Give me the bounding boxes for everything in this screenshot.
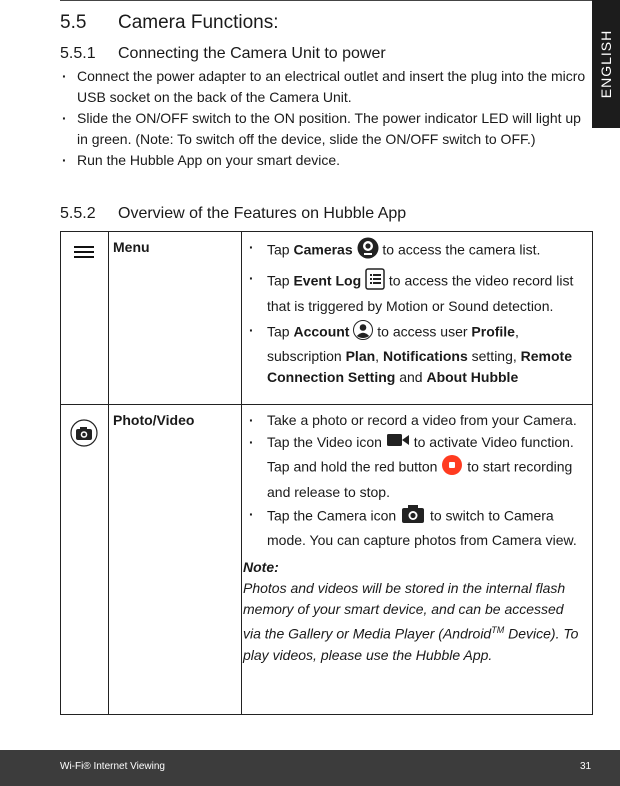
list-item: [243, 432, 581, 503]
text: to access the camera list.: [382, 241, 541, 258]
text: Tap the Video icon: [267, 434, 382, 450]
text: setting,: [467, 348, 521, 364]
trademark-superscript: TM: [491, 625, 505, 636]
features-table: [60, 231, 593, 715]
list-item: [243, 320, 581, 388]
row-label-photo-video: Photo/Video: [113, 412, 195, 428]
camera-icon: [400, 504, 426, 530]
list-item: · Take a photo or record a video from your Camera.: [243, 410, 581, 431]
text: to start recording and release to stop.: [267, 459, 573, 501]
subsection-number: 5.5.1: [60, 45, 96, 62]
profile-term: Profile: [471, 323, 515, 340]
text: Device). To play videos, please use the Hubble App.: [243, 625, 579, 663]
text: Photos and videos will be stored in the internal flash memory of your smart device, and can be accessed via the Gallery or Media Player (Android: [243, 580, 566, 642]
subsection-heading-power: [60, 45, 386, 63]
subsection-heading-features: [60, 205, 406, 223]
account-term: Account: [293, 323, 350, 340]
text: ,: [375, 348, 383, 364]
text: to activate Video function. Tap and hold the red button: [267, 434, 574, 475]
text: Tap: [267, 323, 294, 340]
event-log-term: Event Log: [293, 272, 362, 289]
cameras-term: Cameras: [293, 241, 353, 258]
row-label-menu: Menu: [113, 239, 150, 255]
text: Tap: [267, 272, 294, 289]
list-item: · Slide the ON/OFF switch to the ON position. The power indicator LED will light up in green. (Note: To switch off the device, slide the ON/OFF switch to OFF.): [60, 108, 592, 149]
red-record-button-icon: [441, 454, 463, 482]
camera-icon: [70, 419, 98, 452]
plan-term: Plan: [345, 348, 376, 364]
power-steps-list: [60, 66, 592, 172]
section-heading: [60, 12, 279, 34]
text: to access user: [377, 323, 472, 340]
photo-video-description: [243, 410, 581, 666]
column-divider: [241, 232, 242, 714]
text: to switch to Camera mode. You can capture photos from Camera view.: [267, 508, 577, 549]
list-item: [243, 268, 581, 317]
text: and: [395, 369, 427, 385]
subsection-number: 5.5.2: [60, 205, 96, 222]
text: Tap: [267, 241, 294, 258]
language-tab: [592, 0, 620, 128]
menu-description: [243, 237, 581, 389]
note-title: Note:: [243, 559, 279, 576]
event-log-list-icon: [365, 268, 385, 296]
subsection-title: Overview of the Features on Hubble App: [118, 205, 407, 222]
column-divider: [108, 232, 109, 714]
page-footer: [0, 750, 620, 786]
top-rule: [60, 0, 592, 1]
about-hubble-term: About Hubble: [426, 369, 519, 385]
list-item: · Run the Hubble App on your smart device.: [60, 150, 592, 171]
note-body: [243, 578, 581, 666]
hamburger-menu-icon: [74, 245, 94, 264]
section-number: 5.5: [60, 12, 87, 33]
footer-title: Wi-Fi® Internet Viewing: [60, 761, 165, 772]
row-divider: [61, 404, 592, 405]
section-title: Camera Functions:: [118, 12, 279, 33]
text: , subscription: [267, 323, 519, 364]
subsection-title: Connecting the Camera Unit to power: [118, 45, 386, 62]
webcam-icon: [357, 237, 379, 265]
page-number: 31: [580, 761, 592, 772]
text: Tap the Camera icon: [267, 508, 397, 524]
list-item: [243, 237, 581, 265]
list-item: · Connect the power adapter to an electrical outlet and insert the plug into the micro USB socket on the back of the Camera Unit.: [60, 66, 592, 107]
notifications-term: Notifications: [382, 348, 468, 364]
text: to access the video record list that is triggered by Motion or Sound detection.: [267, 272, 574, 314]
remote-connection-term: Remote Connection Setting: [267, 348, 573, 385]
language-tab-label: ENGLISH: [598, 29, 614, 99]
list-item: [243, 504, 581, 551]
video-camera-icon: [386, 432, 410, 454]
account-user-icon: [353, 320, 373, 346]
